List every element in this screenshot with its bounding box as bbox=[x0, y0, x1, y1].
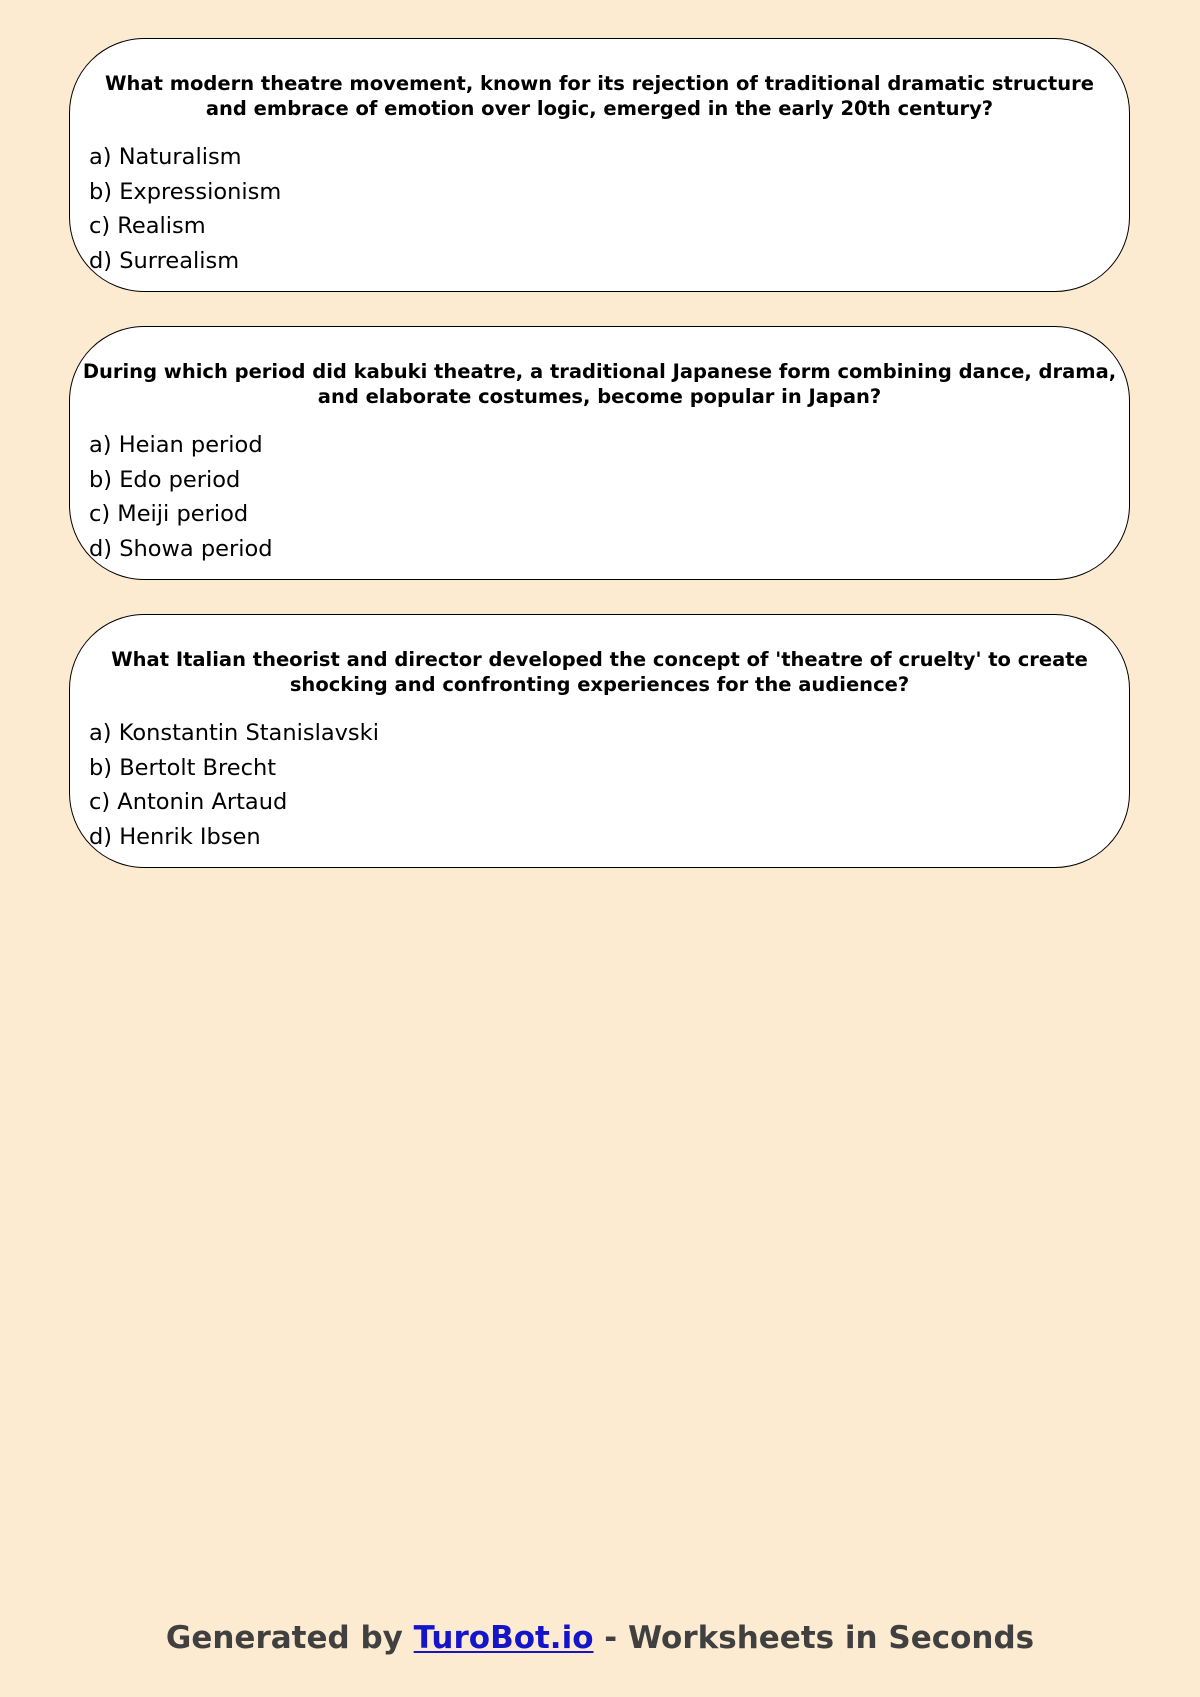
option-a: a) Heian period bbox=[89, 432, 263, 458]
footer bbox=[0, 1618, 1200, 1658]
footer-suffix: - Worksheets in Seconds bbox=[593, 1620, 1035, 1656]
option-d: d) Surrealism bbox=[89, 247, 240, 274]
option-list bbox=[89, 716, 379, 854]
option-a: a) Naturalism bbox=[89, 144, 242, 170]
option-c: c) Antonin Artaud bbox=[89, 789, 288, 815]
question-card bbox=[69, 326, 1130, 580]
question-card bbox=[69, 614, 1130, 868]
option-b: b) Expressionism bbox=[89, 178, 282, 205]
option-list bbox=[89, 140, 281, 278]
option-b: b) Edo period bbox=[89, 466, 241, 493]
option-b: b) Bertolt Brecht bbox=[89, 754, 277, 781]
option-d: d) Showa period bbox=[89, 535, 273, 562]
option-c: c) Realism bbox=[89, 213, 206, 239]
option-d: d) Henrik Ibsen bbox=[89, 823, 261, 850]
footer-prefix: Generated by bbox=[165, 1620, 414, 1656]
question-text: What modern theatre movement, known for its rejection of traditional dramatic structure and embrace of emotion over logic, emerged in the early 20th century? bbox=[105, 72, 1094, 120]
option-c: c) Meiji period bbox=[89, 501, 249, 527]
option-list bbox=[89, 428, 273, 566]
option-a: a) Konstantin Stanislavski bbox=[89, 720, 379, 746]
question-text: What Italian theorist and director developed the concept of 'theatre of cruelty' to create shocking and confronting experiences for the audience? bbox=[111, 648, 1088, 696]
question-card bbox=[69, 38, 1130, 292]
turobot-link[interactable]: TuroBot.io bbox=[413, 1620, 594, 1656]
question-text: During which period did kabuki theatre, a traditional Japanese form combining dance, drama, and elaborate costumes, become popular in Japan? bbox=[82, 360, 1117, 408]
